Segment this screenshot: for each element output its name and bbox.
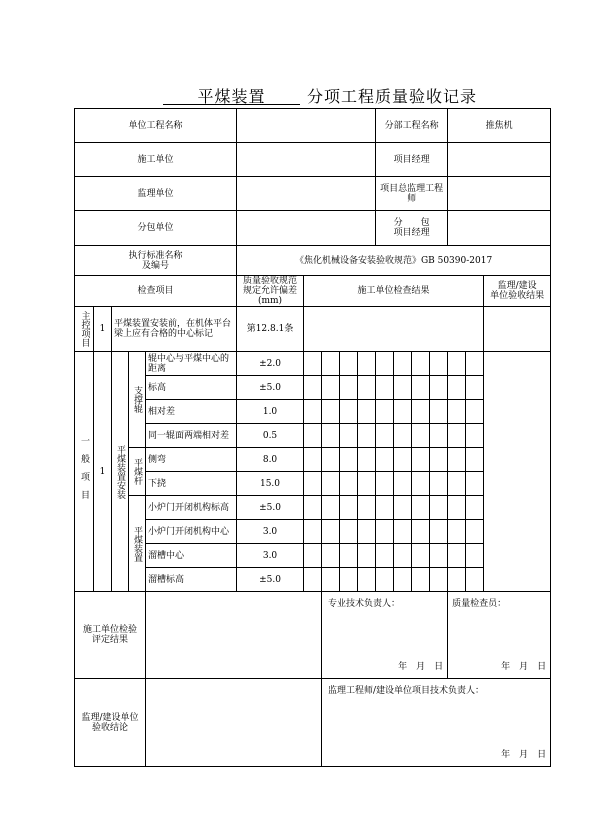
construction-eval-label-line1: 施工单位检验 bbox=[82, 625, 137, 635]
result-cell[interactable] bbox=[448, 496, 466, 520]
result-cell[interactable] bbox=[358, 352, 376, 376]
result-cell[interactable] bbox=[376, 544, 394, 568]
result-cell[interactable] bbox=[466, 424, 484, 448]
unit-project-label: 单位工程名称 bbox=[75, 109, 237, 143]
main-control-category: 主控项目 bbox=[75, 307, 94, 352]
result-cell[interactable] bbox=[322, 376, 340, 400]
result-cell[interactable] bbox=[304, 544, 322, 568]
result-cell[interactable] bbox=[376, 424, 394, 448]
result-cell[interactable] bbox=[448, 472, 466, 496]
result-cell[interactable] bbox=[448, 448, 466, 472]
result-cell[interactable] bbox=[304, 520, 322, 544]
result-cell[interactable] bbox=[412, 544, 430, 568]
deviation-header bbox=[237, 276, 304, 307]
result-cell[interactable] bbox=[466, 544, 484, 568]
general-value: 8.0 bbox=[237, 448, 304, 472]
result-cell[interactable] bbox=[466, 376, 484, 400]
construction-unit-label: 施工单位 bbox=[75, 143, 237, 177]
main-control-spec: 第12.8.1条 bbox=[237, 307, 304, 352]
standard-label-line2: 及编号 bbox=[142, 260, 170, 271]
result-cell[interactable] bbox=[412, 376, 430, 400]
general-value: 1.0 bbox=[237, 400, 304, 424]
result-cell[interactable] bbox=[412, 520, 430, 544]
result-cell[interactable] bbox=[394, 352, 412, 376]
subcontract-unit-label: 分包单位 bbox=[75, 211, 237, 246]
result-cell[interactable] bbox=[376, 400, 394, 424]
deviation-header-line1: 质量验收规范 bbox=[243, 276, 298, 286]
result-cell[interactable] bbox=[322, 544, 340, 568]
subcontract-manager-value[interactable] bbox=[448, 211, 551, 246]
result-cell[interactable] bbox=[412, 568, 430, 592]
result-cell[interactable] bbox=[376, 520, 394, 544]
result-cell[interactable] bbox=[412, 496, 430, 520]
general-item: 同一辊面两端相对差 bbox=[146, 424, 237, 448]
result-cell[interactable] bbox=[376, 496, 394, 520]
result-cell[interactable] bbox=[358, 496, 376, 520]
result-cell[interactable] bbox=[340, 496, 358, 520]
main-control-acceptance[interactable] bbox=[484, 307, 551, 352]
result-cell[interactable] bbox=[304, 400, 322, 424]
supervision-unit-label: 监理单位 bbox=[75, 177, 237, 211]
result-cell[interactable] bbox=[376, 568, 394, 592]
sub-leveling-bar: 平煤杆 bbox=[129, 448, 146, 496]
result-cell[interactable] bbox=[340, 544, 358, 568]
general-value: ±5.0 bbox=[237, 376, 304, 400]
general-value: 3.0 bbox=[237, 544, 304, 568]
supervisor-sign-label: 监理工程师/建设单位项目技术负责人： bbox=[328, 686, 485, 696]
tech-lead-label: 专业技术负责人： bbox=[328, 599, 401, 609]
general-no: 1 bbox=[94, 352, 112, 592]
construction-eval-label bbox=[75, 592, 146, 679]
result-cell[interactable] bbox=[448, 352, 466, 376]
sub-project-label: 分部工程名称 bbox=[376, 109, 448, 143]
result-cell[interactable] bbox=[322, 472, 340, 496]
result-cell[interactable] bbox=[448, 376, 466, 400]
result-cell[interactable] bbox=[448, 400, 466, 424]
result-cell[interactable] bbox=[394, 568, 412, 592]
supervision-conclusion-label-line2: 验收结论 bbox=[91, 722, 128, 733]
result-cell[interactable] bbox=[430, 472, 448, 496]
result-cell[interactable] bbox=[304, 448, 322, 472]
result-cell[interactable] bbox=[394, 472, 412, 496]
form-title bbox=[0, 82, 590, 108]
result-cell[interactable] bbox=[394, 448, 412, 472]
result-cell[interactable] bbox=[394, 424, 412, 448]
result-cell[interactable] bbox=[412, 352, 430, 376]
quality-inspector-signature[interactable] bbox=[448, 592, 551, 679]
result-cell[interactable] bbox=[448, 568, 466, 592]
result-cell[interactable] bbox=[358, 376, 376, 400]
result-cell[interactable] bbox=[412, 424, 430, 448]
deviation-header-line3: (mm) bbox=[257, 296, 283, 306]
result-cell[interactable] bbox=[304, 376, 322, 400]
check-items-header: 检查项目 bbox=[75, 276, 237, 307]
result-cell[interactable] bbox=[466, 568, 484, 592]
result-cell[interactable] bbox=[358, 424, 376, 448]
result-cell[interactable] bbox=[304, 568, 322, 592]
result-cell[interactable] bbox=[466, 520, 484, 544]
result-cell[interactable] bbox=[448, 544, 466, 568]
result-cell[interactable] bbox=[394, 376, 412, 400]
result-cell[interactable] bbox=[448, 520, 466, 544]
sub-leveling-device: 平煤装置 bbox=[129, 496, 146, 592]
result-cell[interactable] bbox=[394, 496, 412, 520]
result-cell[interactable] bbox=[466, 472, 484, 496]
supervision-unit-value[interactable] bbox=[237, 177, 376, 211]
supervision-result-header bbox=[484, 276, 551, 307]
general-item: 侧弯 bbox=[146, 448, 237, 472]
result-cell[interactable] bbox=[376, 376, 394, 400]
main-control-no: 1 bbox=[94, 307, 112, 352]
general-acceptance[interactable] bbox=[484, 352, 551, 592]
result-cell[interactable] bbox=[322, 424, 340, 448]
result-cell[interactable] bbox=[358, 544, 376, 568]
supervision-conclusion-label-line1: 监理/建设单位 bbox=[81, 712, 139, 723]
result-cell[interactable] bbox=[304, 424, 322, 448]
subcontract-manager-label-line2: 项目经理 bbox=[393, 228, 430, 238]
project-name: 平煤装置 bbox=[197, 87, 266, 106]
tech-lead-date: 年 月 日 bbox=[398, 662, 444, 672]
general-item: 小炉门开闭机构标高 bbox=[146, 496, 237, 520]
result-cell[interactable] bbox=[358, 448, 376, 472]
quality-inspector-label: 质量检查员： bbox=[452, 599, 507, 609]
project-manager-label: 项目经理 bbox=[376, 143, 448, 177]
result-cell[interactable] bbox=[340, 472, 358, 496]
main-control-result[interactable] bbox=[304, 307, 484, 352]
result-cell[interactable] bbox=[340, 376, 358, 400]
result-cell[interactable] bbox=[412, 400, 430, 424]
general-item: 下挠 bbox=[146, 472, 237, 496]
result-cell[interactable] bbox=[340, 568, 358, 592]
result-cell[interactable] bbox=[322, 400, 340, 424]
general-item: 辊中心与平煤中心的距离 bbox=[146, 352, 237, 376]
result-cell[interactable] bbox=[430, 520, 448, 544]
result-cell[interactable] bbox=[340, 448, 358, 472]
result-cell[interactable] bbox=[412, 472, 430, 496]
result-cell[interactable] bbox=[358, 568, 376, 592]
general-value: ±5.0 bbox=[237, 496, 304, 520]
standard-value[interactable]: 《焦化机械设备安装验收规范》GB 50390-2017 bbox=[237, 246, 551, 276]
sub-project-value[interactable]: 推焦机 bbox=[448, 109, 551, 143]
result-cell[interactable] bbox=[340, 352, 358, 376]
construction-eval-label-line2: 评定结果 bbox=[91, 635, 128, 645]
general-item: 溜槽标高 bbox=[146, 568, 237, 592]
main-control-item: 平煤装置安装前，在机体平台梁上应有合格的中心标记 bbox=[112, 307, 237, 352]
result-cell[interactable] bbox=[322, 448, 340, 472]
result-cell[interactable] bbox=[448, 424, 466, 448]
result-cell[interactable] bbox=[466, 352, 484, 376]
construction-result-header: 施工单位检查结果 bbox=[304, 276, 484, 307]
general-group: 平煤装置安装 bbox=[112, 352, 129, 592]
subcontract-manager-label-line1: 分 包 bbox=[393, 218, 430, 228]
general-item: 小炉门开闭机构中心 bbox=[146, 520, 237, 544]
chief-supervisor-label: 项目总监理工程师 bbox=[376, 177, 448, 211]
result-cell[interactable] bbox=[394, 520, 412, 544]
result-cell[interactable] bbox=[430, 568, 448, 592]
result-cell[interactable] bbox=[430, 544, 448, 568]
general-item: 标高 bbox=[146, 376, 237, 400]
deviation-header-line2: 规定允许偏差 bbox=[243, 286, 298, 296]
supervision-header-line2: 单位验收结果 bbox=[490, 291, 545, 301]
result-cell[interactable] bbox=[322, 496, 340, 520]
general-value: 0.5 bbox=[237, 424, 304, 448]
result-cell[interactable] bbox=[466, 496, 484, 520]
supervision-conclusion-value[interactable] bbox=[146, 679, 322, 767]
result-cell[interactable] bbox=[394, 400, 412, 424]
result-cell[interactable] bbox=[358, 472, 376, 496]
result-cell[interactable] bbox=[466, 400, 484, 424]
result-cell[interactable] bbox=[304, 496, 322, 520]
title-text: 分项工程质量验收记录 bbox=[307, 87, 478, 106]
supervisor-date: 年 月 日 bbox=[501, 750, 547, 760]
chief-supervisor-value[interactable] bbox=[448, 177, 551, 211]
general-category: 一般项目 bbox=[75, 352, 94, 592]
result-cell[interactable] bbox=[430, 496, 448, 520]
result-cell[interactable] bbox=[322, 568, 340, 592]
result-cell[interactable] bbox=[340, 520, 358, 544]
tech-lead-signature[interactable] bbox=[322, 592, 448, 679]
result-cell[interactable] bbox=[376, 448, 394, 472]
sub-support-roller: 支撑辊 bbox=[129, 352, 146, 448]
subcontract-manager-label bbox=[376, 211, 448, 246]
construction-unit-value[interactable] bbox=[237, 143, 376, 177]
result-cell[interactable] bbox=[466, 448, 484, 472]
general-value: 3.0 bbox=[237, 520, 304, 544]
title-underline bbox=[163, 104, 300, 105]
result-cell[interactable] bbox=[304, 352, 322, 376]
general-item: 溜槽中心 bbox=[146, 544, 237, 568]
result-cell[interactable] bbox=[358, 520, 376, 544]
result-cell[interactable] bbox=[322, 520, 340, 544]
supervision-header-line1: 监理/建设 bbox=[497, 281, 537, 291]
result-cell[interactable] bbox=[376, 472, 394, 496]
result-cell[interactable] bbox=[358, 400, 376, 424]
result-cell[interactable] bbox=[340, 424, 358, 448]
result-cell[interactable] bbox=[430, 424, 448, 448]
standard-label bbox=[75, 246, 237, 276]
unit-project-value[interactable] bbox=[237, 109, 376, 143]
result-cell[interactable] bbox=[304, 472, 322, 496]
result-cell[interactable] bbox=[430, 400, 448, 424]
supervisor-signature[interactable] bbox=[322, 679, 551, 767]
general-item: 相对差 bbox=[146, 400, 237, 424]
project-manager-value[interactable] bbox=[448, 143, 551, 177]
subcontract-unit-value[interactable] bbox=[237, 211, 376, 246]
construction-eval-value[interactable] bbox=[146, 592, 322, 679]
result-cell[interactable] bbox=[394, 544, 412, 568]
supervision-conclusion-label bbox=[75, 679, 146, 767]
result-cell[interactable] bbox=[376, 352, 394, 376]
general-value: ±5.0 bbox=[237, 568, 304, 592]
result-cell[interactable] bbox=[430, 376, 448, 400]
result-cell[interactable] bbox=[412, 448, 430, 472]
general-value: 15.0 bbox=[237, 472, 304, 496]
quality-inspector-date: 年 月 日 bbox=[501, 662, 547, 672]
result-cell[interactable] bbox=[430, 448, 448, 472]
standard-label-line1: 执行标准名称 bbox=[128, 250, 183, 261]
general-value: ±2.0 bbox=[237, 352, 304, 376]
result-cell[interactable] bbox=[322, 352, 340, 376]
inspection-record-table bbox=[74, 108, 551, 767]
result-cell[interactable] bbox=[430, 352, 448, 376]
result-cell[interactable] bbox=[340, 400, 358, 424]
